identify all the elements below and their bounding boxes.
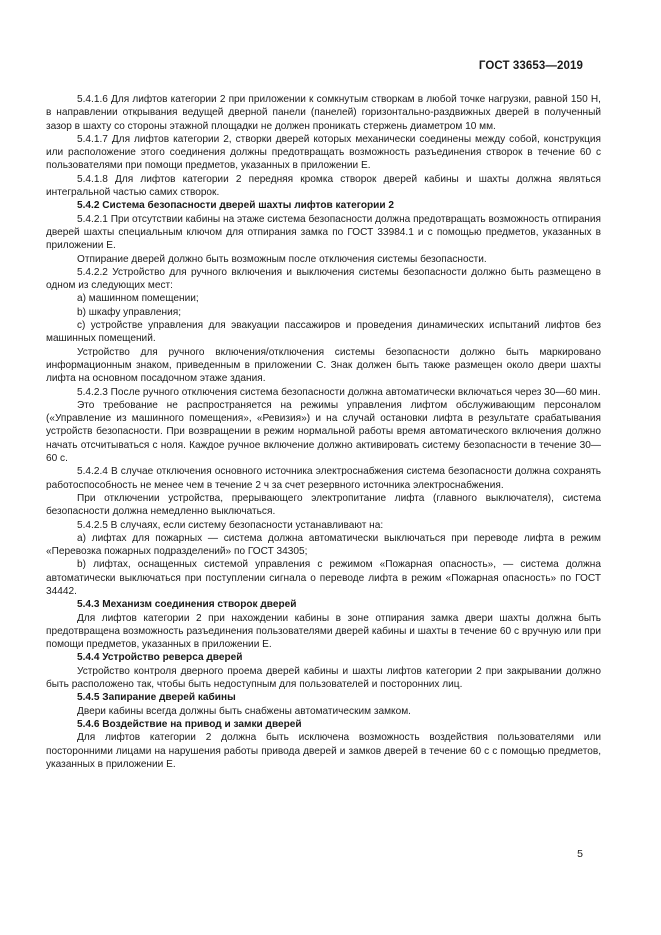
paragraph: 5.4.2.3 После ручного отключения система безопасности должна автоматически включаться через 30—60 мин. bbox=[77, 386, 601, 398]
document-body bbox=[46, 93, 601, 771]
paragraph: Это требование не распространяется на режимы управления лифтом обслуживающим персоналом («Управление из машинного помещения», «Ревизия») и на случай остановки лифта в результате срабатывания устройств безопасности. При возвращении в режим нормальной работы время автоматического включения должно начать отсчитываться с ноля. Каждое ручное включение должно активировать систему безопасности в течение 30—60 с. bbox=[46, 399, 601, 465]
section-heading: 5.4.6 Воздействие на привод и замки дверей bbox=[77, 718, 302, 730]
paragraph: 5.4.2.5 В случаях, если систему безопасности устанавливают на: bbox=[77, 519, 384, 531]
paragraph: b) шкафу управления; bbox=[77, 306, 182, 318]
section-heading: 5.4.4 Устройство реверса дверей bbox=[77, 652, 243, 664]
paragraph: 5.4.2.4 В случае отключения основного источника электроснабжения система безопасности должна сохранять работоспособность не менее чем в течение 2 ч за счет резервного источника электроснабжения. bbox=[46, 466, 601, 491]
paragraph: При отключении устройства, прерывающего электропитание лифта (главного выключателя), система безопасности должна немедленно выключаться. bbox=[46, 492, 601, 518]
section-heading: 5.4.3 Механизм соединения створок дверей bbox=[77, 599, 297, 611]
paragraph: Устройство для ручного включения/отключения системы безопасности должно быть маркировано информационным знаком, приведенным в приложении С. Знак должен быть также размещен около двери шахты лифта на основном посадочном этаже здания. bbox=[46, 346, 601, 385]
section-heading: 5.4.2 Система безопасности дверей шахты лифтов категории 2 bbox=[77, 200, 394, 212]
paragraph: c) устройстве управления для эвакуации пассажиров и проведения динамических испытаний лифтов без машинных помещений. bbox=[46, 320, 601, 345]
paragraph: Отпирание дверей должно быть возможным после отключения системы безопасности. bbox=[77, 253, 487, 265]
paragraph: Устройство контроля дверного проема дверей кабины и шахты лифтов категории 2 при закрывании должно быть расположено так, чтобы быть недоступным для пользователей и посторонних лиц. bbox=[46, 665, 601, 691]
paragraph: 5.4.1.8 Для лифтов категории 2 передняя кромка створок дверей кабины и шахты должна являться интегральной частью самих створок. bbox=[46, 173, 601, 199]
paragraph: 5.4.1.7 Для лифтов категории 2, створки дверей которых механически соединены между собой, конструкция или расположение этого соединения должны предотвращать возможность разъединения створок в течение 60 с пользователями при помощи предметов, указанных в приложении Е. bbox=[46, 133, 601, 172]
paragraph: 5.4.1.6 Для лифтов категории 2 при приложении к сомкнутым створкам в любой точке нагрузки, равной 150 Н, в направлении открывания ведущей дверной панели (панелей) горизонтально-раздвижных дверей в полученный зазор в шахту со стороны этажной площадки не должен проникать стержень диаметром 10 мм. bbox=[46, 94, 601, 132]
paragraph: Для лифтов категории 2 при нахождении кабины в зоне отпирания замка двери шахты должна быть предотвращена возможность разъединения пользователями дверей кабины и шахты в течение 60 с вручную или при помощи предметов, указанных в приложении Е. bbox=[46, 612, 601, 651]
paragraph: Для лифтов категории 2 должна быть исключена возможность воздействия пользователями или посторонними лицами на нарушения работы привода дверей и замков дверей в течение 60 с с помощью предметов, указанных в приложении Е. bbox=[46, 732, 601, 770]
paragraph: 5.4.2.2 Устройство для ручного включения и выключения системы безопасности должно быть размещено в одном из следующих мест: bbox=[46, 266, 601, 292]
page-number: 5 bbox=[577, 848, 583, 860]
paragraph: a) машинном помещении; bbox=[77, 293, 199, 305]
paragraph: a) лифтах для пожарных — система должна автоматически выключаться при переводе лифта в режим «Перевозка пожарных подразделений» по ГОСТ 34305; bbox=[46, 532, 601, 558]
paragraph: Двери кабины всегда должны быть снабжены автоматическим замком. bbox=[77, 705, 411, 717]
paragraph: b) лифтах, оснащенных системой управления с режимом «Пожарная опасность», — система должна автоматически выключаться при поступлении сигнала о переводе лифта в режим «Пожарная опасность» по ГОСТ 34442. bbox=[46, 559, 601, 597]
section-heading: 5.4.5 Запирание дверей кабины bbox=[77, 692, 236, 704]
document-header: ГОСТ 33653—2019 bbox=[478, 60, 583, 72]
paragraph: 5.4.2.1 При отсутствии кабины на этаже система безопасности должна предотвращать возможность отпирания дверей шахты специальным ключом для отпирания замка по ГОСТ 33984.1 и с помощью предметов, указанных в приложении Е. bbox=[46, 213, 601, 252]
